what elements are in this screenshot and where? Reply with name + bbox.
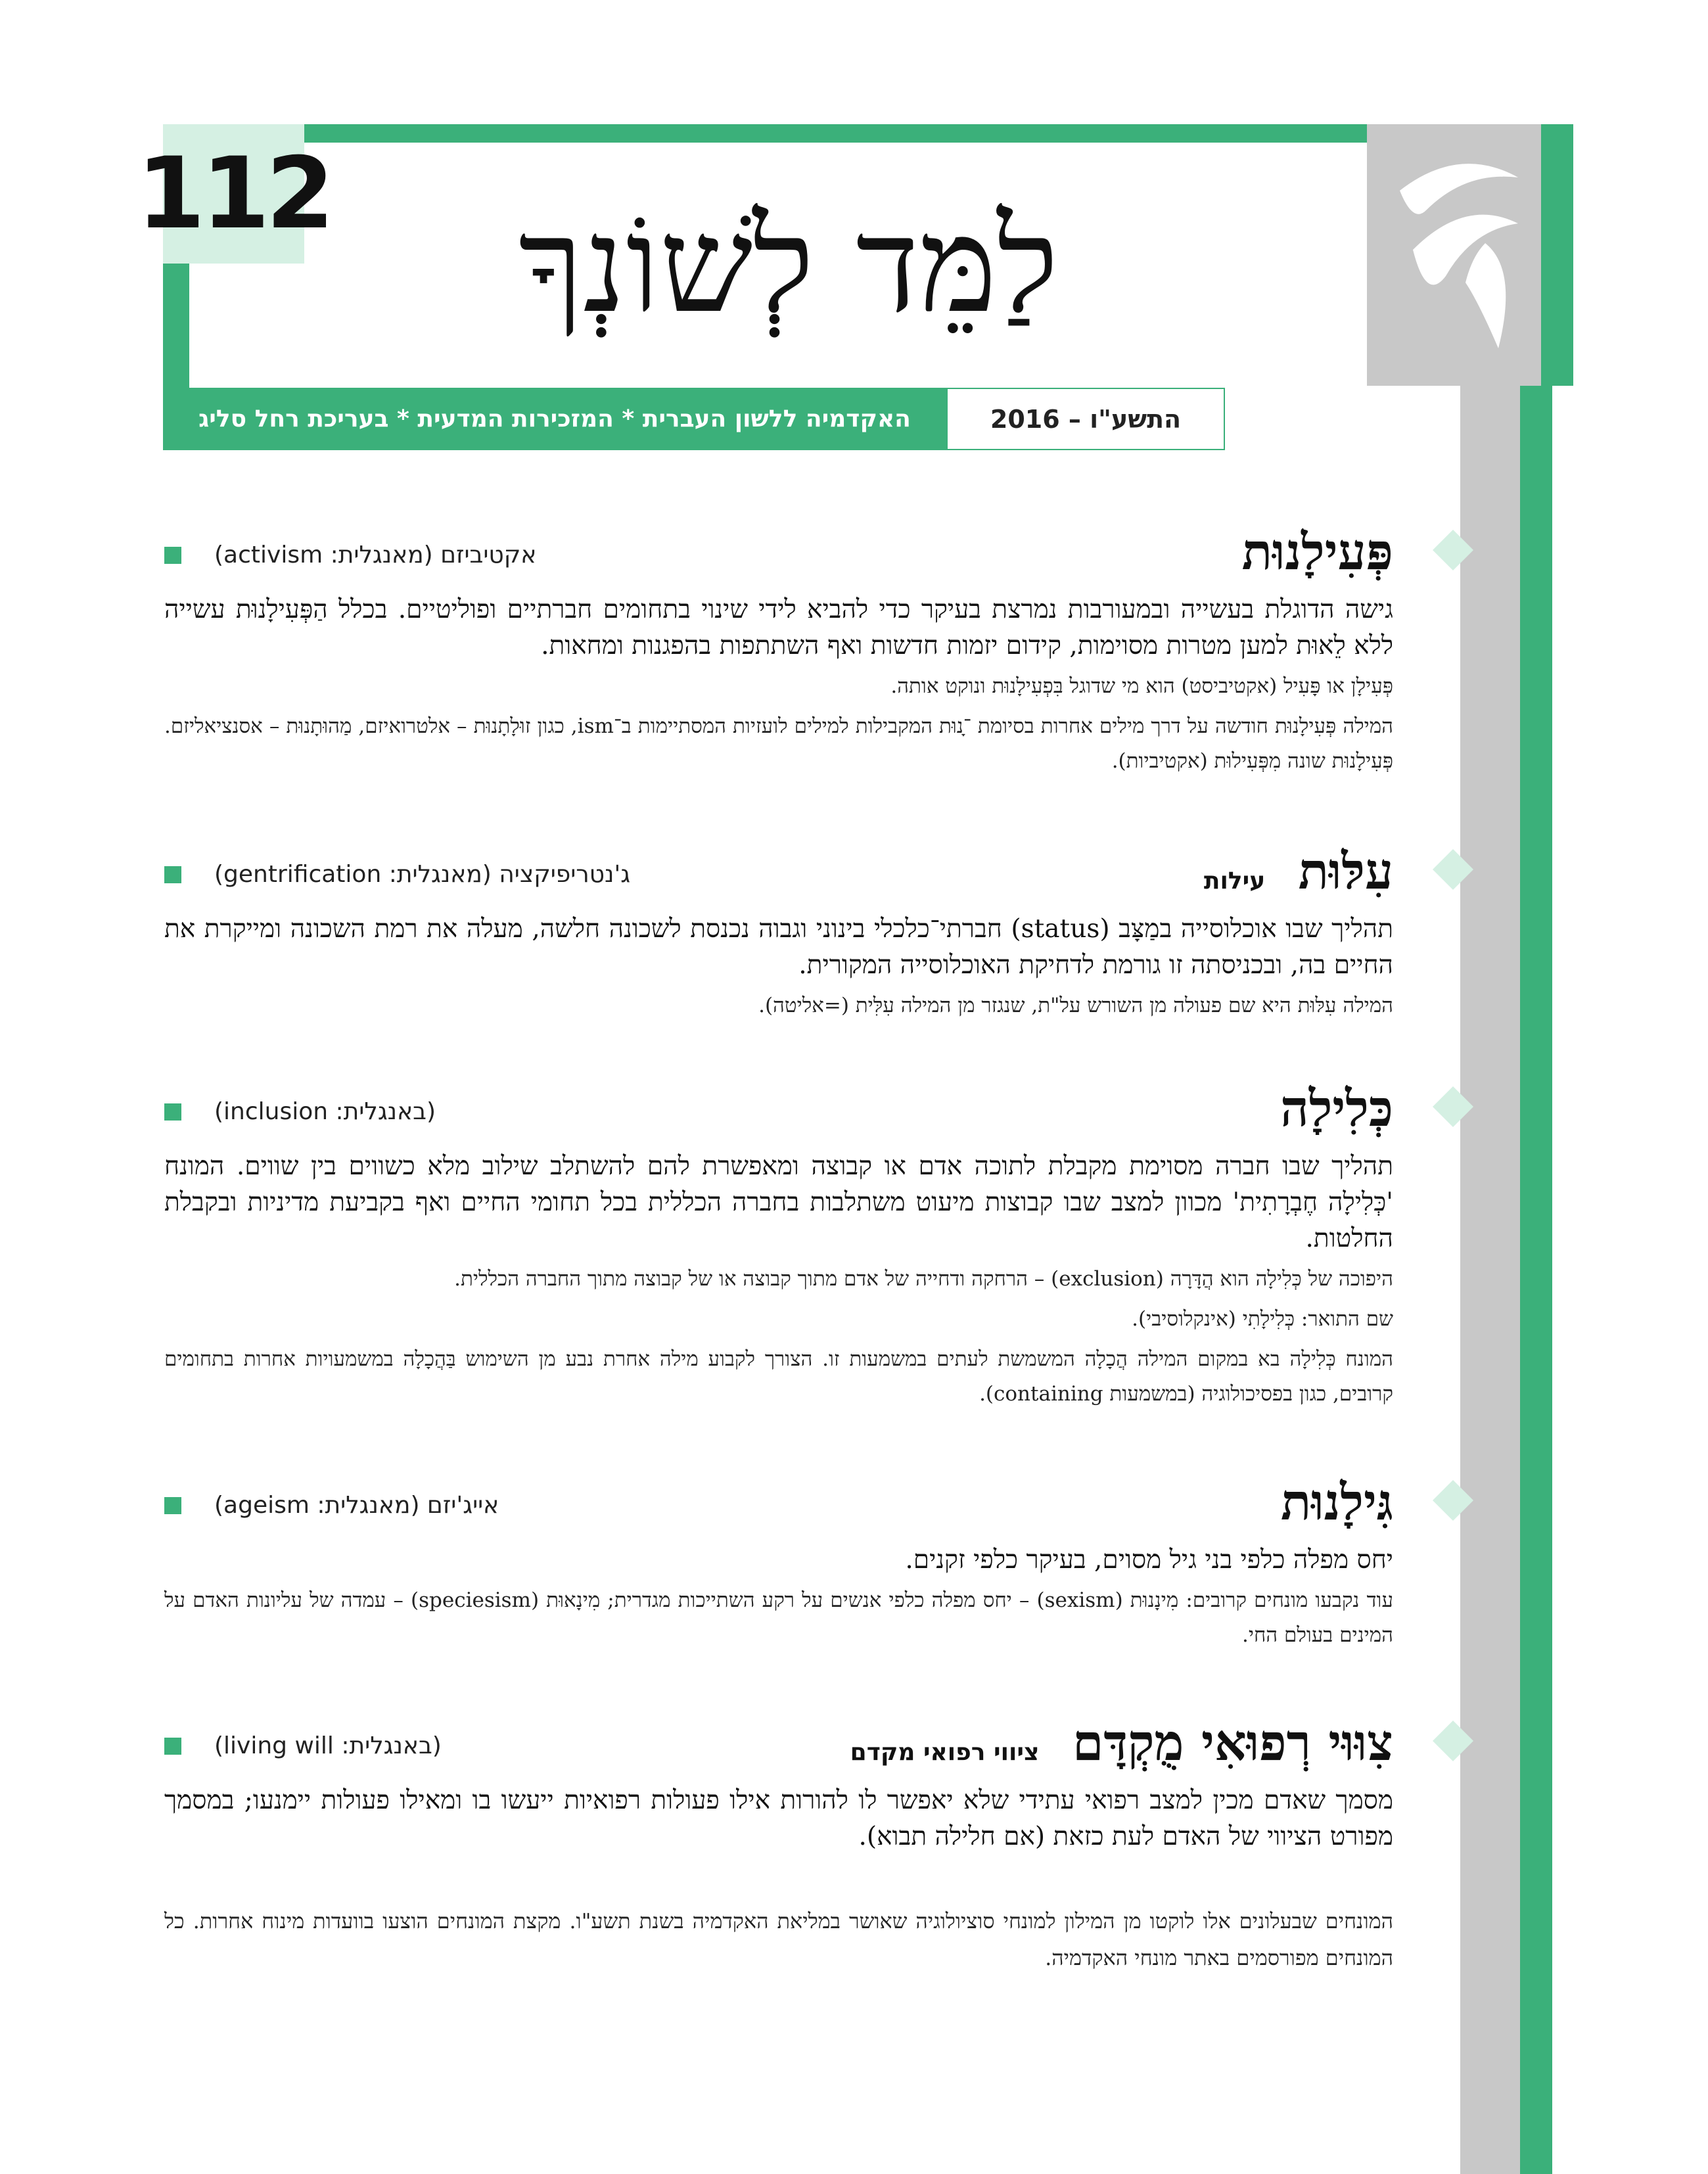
footer-note: המונחים שבעלונים אלו לוקטו מן המילון למונחי סוציולוגיה שאושר במליאת האקדמיה בשנת תשע"ו. מקצת המונחים הוצעו בוועדות מינוח אחרות. כל המונחים מפורסמים באתר מונחי האקדמיה. (164, 1908, 1394, 1970)
term-foreign (164, 1489, 499, 1522)
term-foreign-text: ג'נטריפיקציה (מאנגלית: gentrification) (214, 861, 631, 888)
term-title (1280, 1076, 1393, 1142)
entry-inclusion (164, 1076, 1393, 1412)
term-foreign (164, 539, 536, 572)
entry-gentrification (164, 839, 1393, 1023)
term-note: שם התואר: כְּלִילָתִי (אינקלוסיבי). (1132, 1307, 1393, 1331)
entry-marker-icon (1433, 1086, 1473, 1127)
term-definition: תהליך שבו חברה מסוימת מקבלת לתוכה אדם או קבוצה ומאפשרת להם להשתלב שילוב מלא כשווים בין שווים. המונח 'כְּלִילָה חֶבְרָתִית' מכוון למצב שבו קבוצות מיעוט משתלבות בחברה הכללית בכל תחומי החיים ואף בקביעת מדיניות ובקבלת החלטות. (164, 1151, 1393, 1253)
green-square-icon (164, 1103, 181, 1121)
entry-header (164, 1710, 1393, 1782)
term-title (1204, 839, 1393, 914)
term-note: המונח כְּלִילָה בא במקום המילה הֲכָלָה המשמשת לעתים במשמעות זו. הצורך לקבוע מילה אחרת נבע מן השימוש בַּהֲכָלָה במשמעויות אחרות בתחומים קרובים, כגון בפסיכולוגיה (במשמעות containing). (164, 1347, 1393, 1406)
entry-activism (164, 519, 1393, 779)
term-definition: יחס מפלה כלפי בני גיל מסוים, בעיקר כלפי זקנים. (905, 1545, 1393, 1575)
term-headword: כְּלִילָה (1280, 1079, 1393, 1138)
term-note: המילה עִלּוּת היא שם פעולה מן השורש על"ת, שנגזר מן המילה עִלִּית (=אליטה). (758, 994, 1393, 1017)
term-definition: מסמך שאדם מכין למצב רפואי עתידי שלא יאפשר לו להורות אילו פעולות רפואיות ייעשו בו ומאילו פעולות יימנעו; במסמך מפורט הציווי של האדם לעת כזאת (אם חלילה תבוא). (164, 1786, 1393, 1851)
term-note: פְּעִילָן או פָּעִיל (אקטיביסט) הוא מי שדוגל בִּפְעִילָנוּת ונוקט אותה. (890, 674, 1393, 698)
entry-marker-icon (1433, 1480, 1473, 1521)
term-headword: צִוּוּי רְפוּאִי מֻקְדָּם (1072, 1713, 1393, 1772)
term-foreign (164, 1096, 436, 1128)
term-foreign (164, 1730, 442, 1763)
green-square-icon (164, 1738, 181, 1755)
subtitle-text: האקדמיה ללשון העברית * המזכירות המדעית * בעריכת רחל סליג (198, 405, 911, 432)
term-note: היפוכה של כְּלִילָה הוא הֲדָּרָה (exclusion) – הרחקה ודחייה של אדם מתוך קבוצה או של קבוצה מתוך החברה הכללית. (454, 1267, 1393, 1291)
term-headword: פְּעִילָנוּת (1241, 522, 1393, 581)
term-foreign-text: אייג'יזם (מאנגלית: ageism) (214, 1492, 499, 1519)
term-foreign-text: אקטיביזם (מאנגלית: activism) (214, 542, 537, 568)
green-square-icon (164, 547, 181, 564)
masthead-subtitle (163, 388, 946, 450)
entry-header (164, 1469, 1393, 1542)
entry-marker-icon (1433, 1721, 1473, 1761)
entry-ageism (164, 1469, 1393, 1653)
entry-marker-icon (1433, 530, 1473, 570)
term-plain-spelling: עילות (1203, 867, 1266, 894)
term-plain-spelling: ציווי רפואי מקדם (850, 1739, 1040, 1766)
right-green-band (1520, 386, 1552, 2174)
term-definition: גישה הדוגלת בעשייה ובמעורבות נמרצת בעיקר כדי להביא לידי שינוי בתחומים חברתיים ופוליטיים. בכלל הַפְּעִילָנוּת עשייה ללא לֵאוּת למען מטרות מסוימות, קידום יזמות חדשות ואף השתתפות בהפגנות ומחאות. (164, 595, 1393, 660)
term-title (1242, 519, 1393, 585)
entry-header (164, 1076, 1393, 1148)
term-headword: גִּילָנוּת (1280, 1473, 1393, 1531)
entry-header (164, 519, 1393, 591)
term-foreign-text: (באנגלית: living will) (214, 1732, 442, 1759)
academy-logo-icon (1387, 151, 1525, 355)
term-headword: עִלּוּת (1298, 842, 1393, 900)
term-note: המילה פְּעִילָנוּת חודשה על דרך מילים אחרות בסיומת ־ָנוּת המקבילות למילים לועזיות המסתיימות ב־ism, כגון זוּלָתָנוּת – אלטרואיזם, מַהוּתָנוּת – אסנציאליזם. פְּעִילָנוּת שונה מִפְּעִילוּת (אקטיביות). (164, 714, 1393, 773)
entry-marker-icon (1433, 849, 1473, 890)
term-note: עוד נקבעו מונחים קרובים: מִינָנוּת (sexism) – יחס מפלה כלפי אנשים על רקע השתייכות מגדרית; מִינָאוּת (speciesism) – עמדה של עליונות האדם על המינים בעולם החי. (164, 1588, 1393, 1647)
masthead-top-band (163, 124, 1573, 143)
entry-living-will (164, 1710, 1393, 1855)
term-title (1281, 1469, 1393, 1535)
entry-header (164, 839, 1393, 911)
green-square-icon (164, 1497, 181, 1514)
masthead-green-strip (1541, 124, 1573, 386)
term-title (850, 1710, 1393, 1786)
term-definition: תהליך שבו אוכלוסייה במַצָּב (status) חברתי־כלכלי בינוני וגבוה נכנסת לשכונה חלשה, מעלה את רמת השכונה ומייקרת את החיים בה, ובכניסתה זו גורמת לדחיקת האוכלוסייה המקורית. (164, 914, 1393, 980)
issue-number-box (136, 124, 331, 264)
newsletter-title: לַמֵּד לְשׁוֹנְךָ (519, 189, 1059, 342)
issue-number: 112 (136, 137, 331, 251)
term-foreign (164, 858, 630, 891)
term-foreign-text: (באנגלית: inclusion) (214, 1098, 436, 1125)
issue-date: התשע"ו – 2016 (990, 404, 1182, 434)
green-square-icon (164, 866, 181, 883)
issue-date-box (946, 388, 1225, 450)
